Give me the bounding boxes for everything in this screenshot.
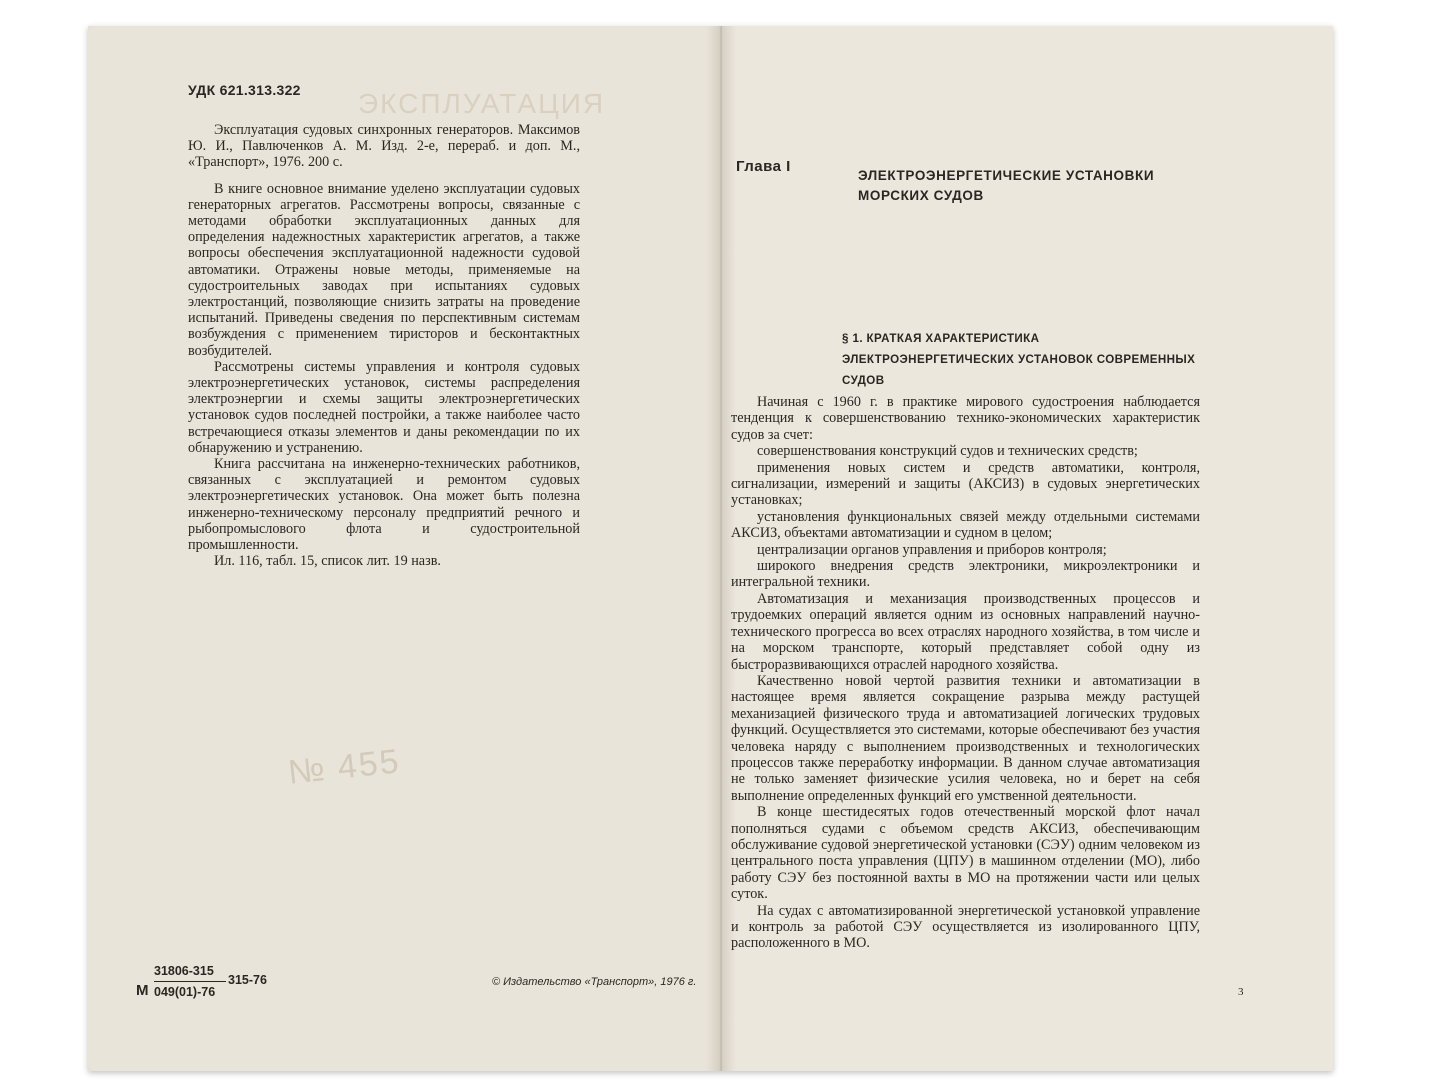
section-title-line-2: ЭЛЕКТРОЭНЕРГЕТИЧЕСКИХ УСТАНОВОК СОВРЕМЕННЫХ <box>842 353 1196 366</box>
section-title-line-1: § 1. КРАТКАЯ ХАРАКТЕРИСТИКА <box>842 332 1040 345</box>
body-paragraph-4: На судах с автоматизированной энергетической установкой управление и контроль за работой СЭУ осуществляется из изолированного ЦПУ, расположенного в МО. <box>731 902 1200 952</box>
chapter-title-line-1: ЭЛЕКТРОЭНЕРГЕТИЧЕСКИЕ УСТАНОВКИ <box>858 168 1155 183</box>
list-item: совершенствования конструкций судов и технических средств; <box>757 443 1138 460</box>
bleed-through-header: ЭКСПЛУАТАЦИЯ <box>358 88 606 119</box>
chapter-label: Глава I <box>736 158 791 175</box>
annotation-paragraph-3: Книга рассчитана на инженерно-технических работников, связанных с эксплуатацией и ремонтом судовых электроэнергетических установок. Она может быть полезна инженерно-техническому персоналу предприятий речного и рыбопромыслового флота и судостроительной промышленности. <box>188 456 580 554</box>
body-text <box>731 394 1200 952</box>
list-item: применения новых систем и средств автоматики, контроля, сигнализации, измерений и защиты (АКСИЗ) в судовых энергетических установках; <box>731 459 1200 509</box>
chapter-title-line-2: МОРСКИХ СУДОВ <box>858 188 984 203</box>
citation: Эксплуатация судовых синхронных генераторов. Максимов Ю. И., Павлюченков А. М. Изд. 2-е, перераб. и доп. М., «Транспорт», 1976. 200 с. <box>188 122 580 171</box>
section-title <box>842 328 1242 391</box>
publication-code-letter: М <box>136 982 149 999</box>
annotation-block <box>188 122 580 569</box>
annotation-paragraph-1: В книге основное внимание уделено эксплуатации судовых генераторных агрегатов. Рассмотрены вопросы, связанные с методами обработки эксплуатационных данных для определения надежностных характеристик агрегатов, а также вопросы обеспечения эксплуатационной надежности судовой автоматики. Отражены новые методы, применяемые на судостроительных заводах при испытаниях судовых электростанций, позволяющие снизить затраты на проведение испытаний. Приведены сведения по перспективным системам возбуждения с применением тиристоров и бесконтактных возбудителей. <box>188 180 580 359</box>
intro-paragraph: Начиная с 1960 г. в практике мирового судостроения наблюдается тенденция к совершенствованию технико-экономических характеристик судов за счет: <box>731 394 1200 443</box>
fraction-line <box>154 981 226 982</box>
udk-code: УДК 621.313.322 <box>188 82 301 98</box>
publication-code-suffix: 315-76 <box>228 973 267 987</box>
body-paragraph-3: В конце шестидесятых годов отечественный морской флот начал пополняться судами с объемом средств АКСИЗ, обеспечивающим обслуживание судовой энергетической установки (СЭУ) одним человеком из центрального поста управления (ЦПУ) в машинном отделении (МО), либо работу СЭУ без постоянной вахты в МО на протяжении части или целых суток. <box>731 804 1200 903</box>
section-title-line-3: СУДОВ <box>842 374 885 387</box>
list-item: централизации органов управления и приборов контроля; <box>757 541 1107 558</box>
open-book <box>88 26 1333 1071</box>
body-paragraph-2: Качественно новой чертой развития техники и автоматизации в настоящее время является сокращение разрыва между растущей механизацией физического труда и автоматизацией логических трудовых функций. Осуществляется это системами, которые обеспечивают без участия человека наряду с выполнением производственных и технологических процессов также переработку информации. В данном случае автоматизация не только заменяет физические усилия человека, но и берет на себя выполнение определенных функций его умственной деятельности. <box>731 672 1200 804</box>
left-page <box>88 26 718 1071</box>
publication-code-denominator: 049(01)-76 <box>154 985 216 999</box>
factor-list <box>731 443 1200 591</box>
list-item: установления функциональных связей между отдельными системами АКСИЗ, объектами автоматизации и судном в целом; <box>731 508 1200 542</box>
list-item: широкого внедрения средств электроники, микроэлектроники и интегральной техники. <box>731 558 1200 591</box>
publication-code-numerator: 31806-315 <box>154 964 214 978</box>
bleed-through-stamp: № 455 <box>286 742 403 792</box>
annotation-paragraph-2: Рассмотрены системы управления и контроля судовых электроэнергетических установок, системы распределения электроэнергии и схемы защиты электроэнергетических установок судов последней постройки, а также наиболее часто встречающиеся отказы элементов и даны рекомендации по их обнаружению и устранению. <box>188 358 580 456</box>
copyright: © Издательство «Транспорт», 1976 г. <box>492 976 697 988</box>
chapter-title <box>858 166 1154 206</box>
body-paragraph-1: Автоматизация и механизация производственных процессов и трудоемких операций является одним из основных направлений научно-технического прогресса во всех отраслях народного хозяйства, в том числе и на морском транспорте, который представляет собой одну из быстроразвивающихся отраслей народного хозяйства. <box>731 590 1200 673</box>
annotation-paragraph-4: Ил. 116, табл. 15, список лит. 19 назв. <box>214 553 441 570</box>
page-number: 3 <box>1238 986 1244 998</box>
